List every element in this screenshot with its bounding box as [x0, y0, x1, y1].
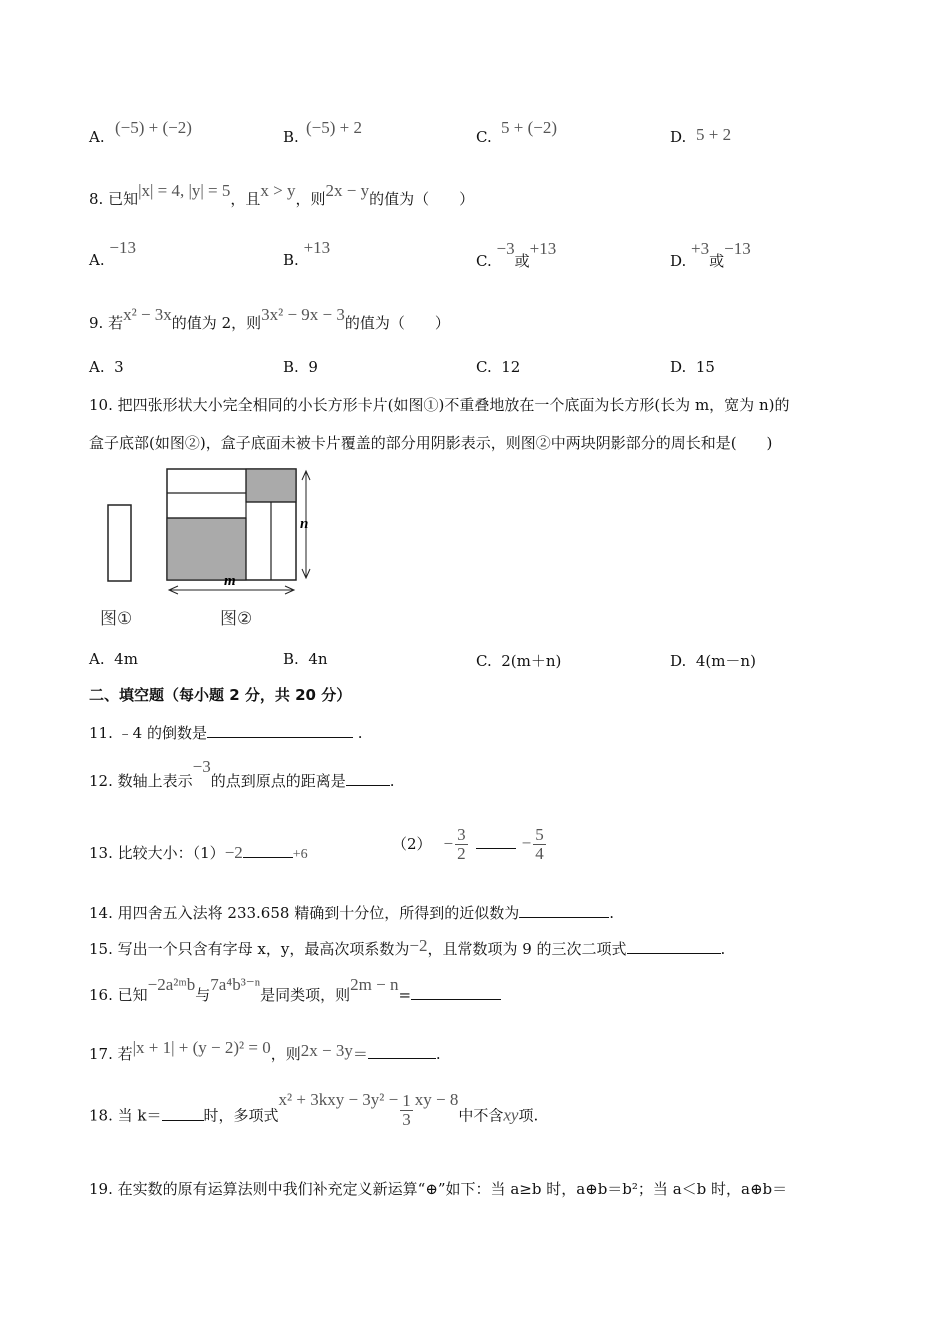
- fig2-shade-bottom: [167, 518, 246, 580]
- q18-blank[interactable]: [162, 1106, 204, 1121]
- q10-line2: 盒子底部(如图②)，盒子底面未被卡片覆盖的部分用阴影表示，则图②中两块阴影部分的周长和是( ): [89, 434, 773, 452]
- q8-option-d: D. +3或−13: [670, 239, 751, 270]
- q7-option-b: B.: [283, 128, 299, 146]
- fig1-label: 图①: [100, 609, 133, 629]
- q15: 15. 写出一个只含有字母 x，y，最高次项系数为−2，且常数项为 9 的三次二项式 .: [89, 936, 726, 958]
- q17: 17. 若|x + 1| + (y − 2)² = 0，则2x − 3y＝ .: [89, 1038, 441, 1063]
- fig1-card: [108, 505, 131, 581]
- q10-option-b: B. 4n: [283, 650, 328, 668]
- q10-option-a: A. 4m: [89, 650, 138, 668]
- fig2-shade-top: [246, 469, 296, 502]
- q10-figure: [100, 464, 330, 634]
- q8-option-c: C. −3或+13: [476, 239, 557, 270]
- q12: 12. 数轴上表示−3的点到原点的距离是 .: [89, 757, 395, 790]
- label-m: m: [224, 573, 236, 589]
- q10-line1: 10. 把四张形状大小完全相同的小长方形卡片(如图①)不重叠地放在一个底面为长方形(长为 m，宽为 n)的: [89, 396, 790, 414]
- q9-question: 9. 若x² − 3x的值为 2，则3x² − 9x − 3的值为（ ）: [89, 305, 450, 332]
- q7-option-c: C.: [476, 128, 492, 146]
- q9-option-c: C. 12: [476, 358, 521, 376]
- q7-option-c-expr: 5 + (−2): [501, 118, 557, 137]
- fig2-label: 图②: [220, 609, 253, 629]
- q10-option-c: C. 2(m＋n): [476, 652, 562, 670]
- q13-part2: （2） − $\frac{3}{2}$ − $\frac{5}{4}$: [392, 825, 544, 863]
- section-heading: 二、填空题（每小题 2 分，共 20 分）: [89, 686, 352, 704]
- q7-option-a-expr: (−5) + (−2): [115, 118, 192, 137]
- q7-option-b-expr: (−5) + 2: [306, 118, 362, 137]
- q11: 11. ﹣4 的倒数是 .: [89, 724, 363, 742]
- q7-option-d: D.: [670, 128, 687, 146]
- q7-option-a: A.: [89, 128, 105, 146]
- q13-blank-1[interactable]: [243, 843, 293, 858]
- q11-blank[interactable]: [207, 723, 353, 738]
- q12-blank[interactable]: [346, 771, 390, 786]
- q9-option-d: D. 15: [670, 358, 715, 376]
- q16-blank[interactable]: [411, 985, 501, 1000]
- q19: 19. 在实数的原有运算法则中我们补充定义新运算“⊕”如下：当 a≥b 时，a⊕b＝b²；当 a＜b 时，a⊕b＝: [89, 1180, 788, 1198]
- q17-blank[interactable]: [368, 1044, 436, 1059]
- q9-option-a: A. 3: [89, 358, 124, 376]
- q8-option-a: A. −13: [89, 238, 136, 269]
- q14-blank[interactable]: [519, 903, 609, 918]
- q13-blank-2[interactable]: [476, 834, 516, 849]
- q8-question: 8. 已知|x| = 4, |y| = 5，且x > y，则2x − y的值为（ ）: [89, 181, 475, 208]
- q8-option-b: B. +13: [283, 238, 331, 269]
- q9-option-b: B. 9: [283, 358, 318, 376]
- q13-part1: 13. 比较大小：（1）−2 +6: [89, 843, 308, 862]
- q16: 16. 已知−2a²ᵐb与7a⁴b³⁻ⁿ是同类项，则2m − n=: [89, 984, 501, 1005]
- q7-option-d-expr: 5 + 2: [696, 125, 732, 144]
- q15-blank[interactable]: [627, 939, 721, 954]
- label-n: n: [300, 516, 309, 532]
- q14: 14. 用四舍五入法将 233.658 精确到十分位，所得到的近似数为 .: [89, 904, 614, 922]
- q10-option-d: D. 4(m－n): [670, 652, 756, 670]
- q18: 18. 当 k＝ 时，多项式x² + 3kxy − 3y² − $\frac{1}{3}$ xy − 8中不含xy项.: [89, 1089, 539, 1129]
